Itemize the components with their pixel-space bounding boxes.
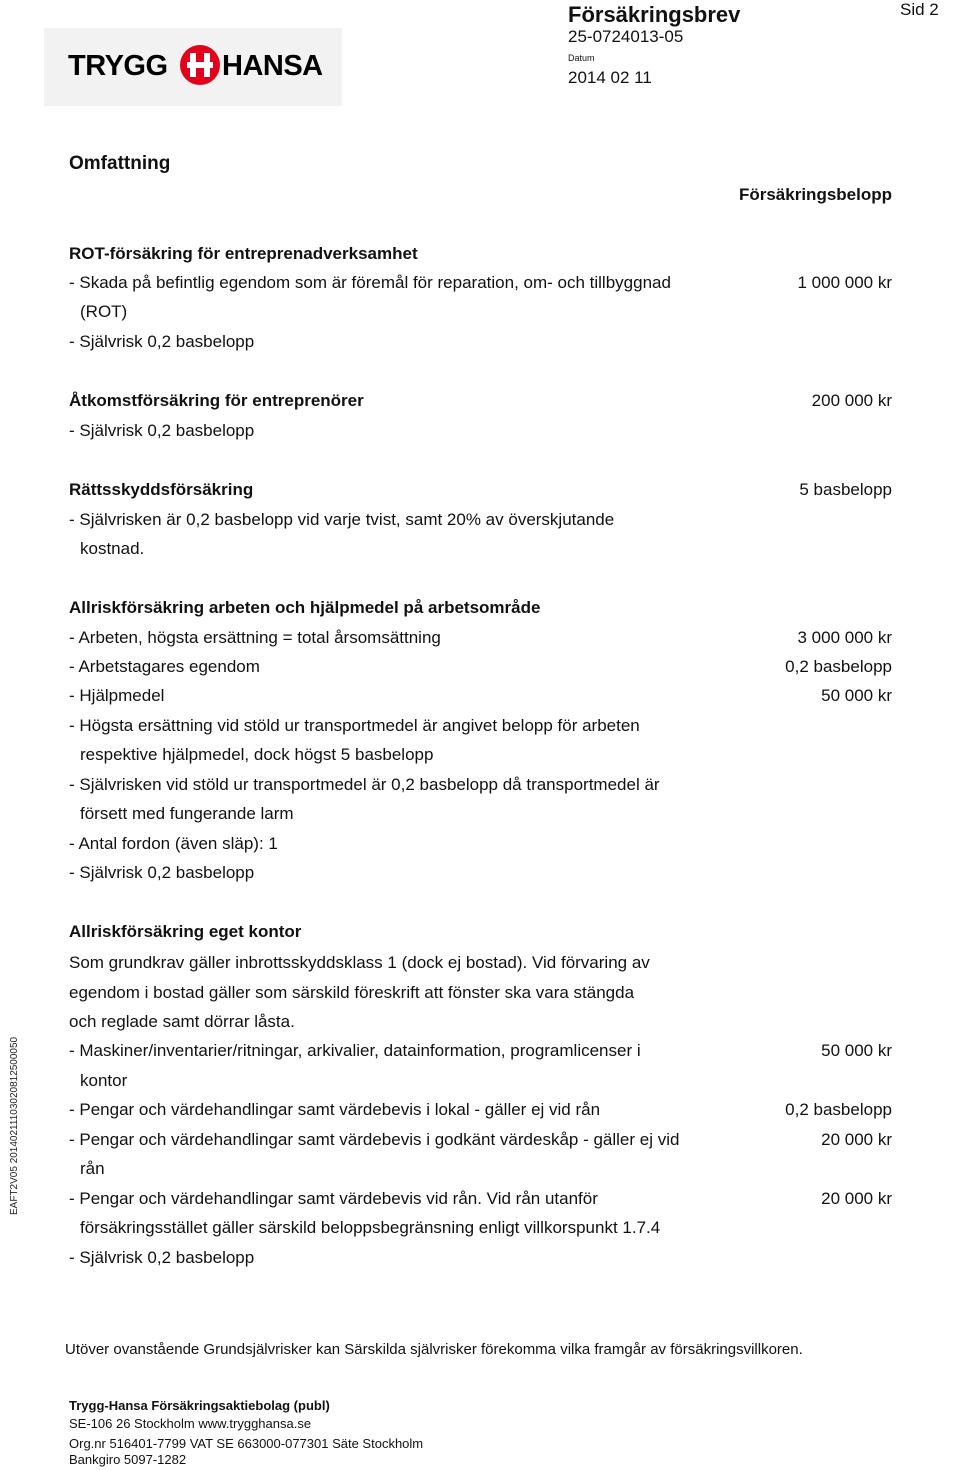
allrisk-arbeten-line-3: - Hjälpmedel (69, 686, 165, 705)
allrisk-arbeten-line-5: - Självrisken vid stöld ur transportmedel är 0,2 basbelopp då transportmedel är (69, 775, 660, 794)
allrisk-kontor-para-1: Som grundkrav gäller inbrottsskyddsklass 1 (dock ej bostad). Vid förvaring av (69, 953, 650, 972)
allrisk-kontor-line-3b: rån (80, 1159, 105, 1178)
allrisk-kontor-line-4: - Pengar och värdehandlingar samt värdebevis vid rån. Vid rån utanför (69, 1189, 598, 1208)
logo-text-right: HANSA (222, 50, 323, 82)
footer-address: SE-106 26 Stockholm www.trygghansa.se (69, 1416, 312, 1431)
deductible-note: Utöver ovanstående Grundsjälvrisker kan Särskilda självrisker förekomma vilka framgår av försäkringsvillkoren. (65, 1341, 803, 1358)
allrisk-kontor-amount-1: 50 000 kr (821, 1041, 892, 1060)
ratts-amount: 5 basbelopp (799, 480, 892, 499)
allrisk-kontor-line-5: - Självrisk 0,2 basbelopp (69, 1248, 255, 1267)
footer-company: Trygg-Hansa Försäkringsaktiebolag (publ) (69, 1398, 330, 1413)
allrisk-arbeten-line-5b: försett med fungerande larm (80, 804, 294, 823)
date-value: 2014 02 11 (568, 68, 652, 87)
date-label: Datum (568, 53, 595, 63)
allrisk-arbeten-line-7: - Självrisk 0,2 basbelopp (69, 863, 255, 882)
allrisk-kontor-line-4b: försäkringsstället gäller särskild beloppsbegränsning enligt villkorspunkt 1.7.4 (80, 1218, 661, 1237)
page-number: Sid 2 (900, 0, 939, 19)
allrisk-arbeten-line-2: - Arbetstagares egendom (69, 657, 260, 676)
allrisk-arbeten-line-4b: respektive hjälpmedel, dock högst 5 basbelopp (80, 745, 434, 764)
document-title: Försäkringsbrev (568, 2, 741, 27)
atkomst-amount: 200 000 kr (811, 391, 892, 410)
footer-bankgiro: Bankgiro 5097-1282 (69, 1452, 187, 1467)
ratts-line-1b: kostnad. (80, 539, 145, 558)
amount-column-header: Försäkringsbelopp (738, 185, 892, 204)
allrisk-kontor-line-3: - Pengar och värdehandlingar samt värdebevis i godkänt värdeskåp - gäller ej vid (69, 1130, 680, 1149)
rot-line-1: - Skada på befintlig egendom som är föremål för reparation, om- och tillbyggnad (69, 273, 671, 292)
logo-emblem-icon (180, 45, 220, 85)
allrisk-kontor-line-1: - Maskiner/inventarier/ritningar, arkivalier, datainformation, programlicenser i (69, 1041, 641, 1060)
allrisk-kontor-title: Allriskförsäkring eget kontor (69, 922, 302, 941)
allrisk-arbeten-amount-1: 3 000 000 kr (797, 628, 892, 647)
allrisk-kontor-amount-4: 20 000 kr (821, 1189, 892, 1208)
section-title: Omfattning (69, 153, 171, 174)
atkomst-title: Åtkomstförsäkring för entreprenörer (69, 391, 364, 410)
ratts-title: Rättsskyddsförsäkring (69, 480, 254, 499)
atkomst-line-1: - Självrisk 0,2 basbelopp (69, 421, 255, 440)
allrisk-arbeten-amount-2: 0,2 basbelopp (785, 657, 892, 676)
allrisk-arbeten-line-1: - Arbeten, högsta ersättning = total årsomsättning (69, 628, 441, 647)
allrisk-arbeten-line-4: - Högsta ersättning vid stöld ur transportmedel är angivet belopp för arbeten (69, 716, 640, 735)
allrisk-kontor-para-2: egendom i bostad gäller som särskild föreskrift att fönster ska vara stängda (69, 983, 635, 1002)
rot-amount: 1 000 000 kr (797, 273, 892, 292)
allrisk-kontor-line-2: - Pengar och värdehandlingar samt värdebevis i lokal - gäller ej vid rån (69, 1100, 601, 1119)
company-logo (44, 28, 342, 106)
allrisk-kontor-amount-3: 20 000 kr (821, 1130, 892, 1149)
document-number: 25-0724013-05 (568, 27, 684, 46)
allrisk-kontor-para-3: och reglade samt dörrar låsta. (69, 1012, 295, 1031)
allrisk-kontor-amount-2: 0,2 basbelopp (785, 1100, 892, 1119)
ratts-line-1: - Självrisken är 0,2 basbelopp vid varje tvist, samt 20% av överskjutande (69, 510, 615, 529)
logo-text-left: TRYGG (68, 50, 168, 82)
footer-orgnr: Org.nr 516401-7799 VAT SE 663000-077301 Säte Stockholm (69, 1436, 424, 1451)
allrisk-kontor-line-1b: kontor (80, 1071, 128, 1090)
rot-line-1b: (ROT) (80, 302, 128, 321)
allrisk-arbeten-amount-3: 50 000 kr (821, 686, 892, 705)
side-document-code: EAFT2V05 20140211103020812500050 (9, 1036, 20, 1215)
rot-title: ROT-försäkring för entreprenadverksamhet (69, 244, 418, 263)
allrisk-arbeten-line-6: - Antal fordon (även släp): 1 (69, 834, 278, 853)
allrisk-arbeten-title: Allriskförsäkring arbeten och hjälpmedel på arbetsområde (69, 598, 541, 617)
rot-line-2: - Självrisk 0,2 basbelopp (69, 332, 255, 351)
